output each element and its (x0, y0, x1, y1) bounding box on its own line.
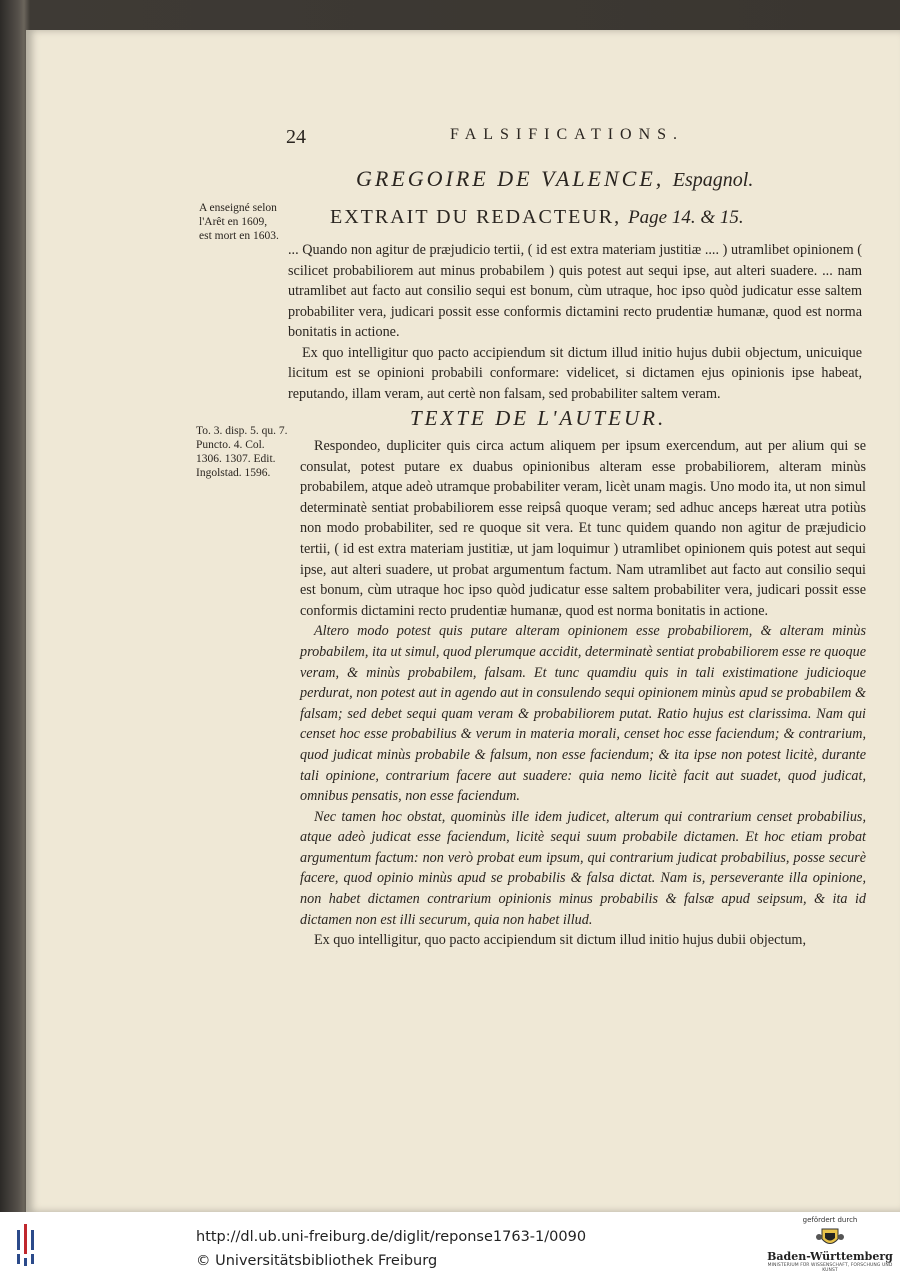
page-header (286, 122, 866, 156)
extract-text (288, 240, 862, 404)
extract-page-ref: Page 14. & 15. (628, 207, 744, 228)
extract-heading (330, 206, 744, 229)
funder-ministry: MINISTERIUM FÜR WISSENSCHAFT, FORSCHUNG UND KUNST (767, 1263, 893, 1273)
page-number: 24 (286, 126, 306, 148)
text-paragraph: Respondeo, dupliciter quis circa actum aliquem per ipsum exercendum, aut per alium qui se consulat, potest putare ex duabus opinionibus alteram esse probabiliorem, alteram minùs probabilem, atque adeò utramque probabiliter veram, licèt unam magis. Uno modo ita, ut non simul determinatè sentiat probabiliorem esse reipsâ quoque veram; sed adhuc anceps hæreat utra potiùs non modo probabiliter, sed re quoque sit vera. Et tunc quidem quando non agitur de præjudicio tertii, ( id est extra materiam justitiæ, ut jam loquimur ) utramlibet opinionem quis potest aut sequi ipse, aut alteri suadere, ut probat argumentum factum. Nam utramlibet aut facto aut consilio sequi est bonum, cùm utraque hoc ipso quòd judicatur esse saltem probabiliter vera, judicari possit esse conformis dictamini recto prudentiæ humanæ, quod est norma bonitatis in actione. (300, 438, 866, 619)
text-paragraph: Altero modo potest quis putare alteram opinionem esse probabiliorem, & alteram minùs probabilem, ita ut simul, quod plerumque accidit, determinatè sentiat probabiliorem esse re quoque veram, & minùs probabilem, falsam. Et tunc quamdiu quis in tali existimatione judicioque perdurat, non potest aut in agendo aut in consulendo sequi opinionem minùs apud se probabilem & falsam; sed debet sequi quam veram & probabiliorem putat. Ratio hujus est clarissima. Nam qui censet hoc esse probabilius & verum in materia morali, censet hoc esse faciendum; & contrarium, quod judicat minùs probabile & falsum, non esse faciendum; & ita ipse non potest licitè, durante tali opinione, contrarium facere aut suadere: quia nemo licitè facit aut suadet, quod judicat, omnibus pensatis, non esse faciendum. (300, 623, 866, 805)
funder-caption: gefördert durch (802, 1216, 858, 1224)
author-text (300, 436, 866, 951)
author-heading (356, 166, 753, 192)
text-paragraph: Nec tamen hoc obstat, quominùs ille idem judicet, alterum qui contrarium censet probabilius, atque adeò judicat esse faciendum, licitè sequi suum probabile dictamen. Et hoc etiam probat argumentum factum: non verò probat eum ipsum, qui contrarium judicat probabilius, posse securè facere, quod opinio minùs apud se probabilis & falsa dictat. Nam is, perseverante illa opinione, non habet dictamen contrarium opinionis minus probabilis & falsæ apud seipsum, & ita id dictamen non est illi securum, quia non habet illud. (300, 808, 866, 928)
funder-name: Baden-Württemberg (767, 1250, 893, 1263)
text-paragraph: Ex quo intelligitur, quo pacto accipiendum sit dictum illud initio hujus dubii objectum, (314, 932, 806, 949)
margin-note-citation: To. 3. disp. 5. qu. 7. Puncto. 4. Col. 1306. 1307. Edit. Ingolstad. 1596. (196, 425, 288, 479)
document-url-link[interactable]: http://dl.ub.uni-freiburg.de/diglit/reponse1763-1/0090 (196, 1229, 587, 1245)
extract-paragraph: Ex quo intelligitur quo pacto accipiendum sit dictum illud initio hujus dubii objectum, unicuique licitum est se opinioni probabili conformare: videlicet, si dictamen ejus opinionis ipse habeat, reputando, illam veram, aut certè non falsam, sed probabiliter saltem veram. (288, 344, 862, 402)
author-nationality: Espagnol. (672, 169, 754, 191)
running-title: FALSIFICATIONS. (450, 126, 685, 143)
extract-paragraph: ... Quando non agitur de præjudicio tertii, ( id est extra materiam justitiæ .... ) utramlibet opinionem ( scilicet probabiliorem aut minus probabilem ) quis potest aut sequi ipse, aut alteri suadere. ... nam utramlibet aut facto aut consilio sequi est bonum, cùm utraque, hoc ipso quòd judicatur esse saltem probabiliter vera, judicari possit esse conformis dictamini recto prudentiæ humanæ, quod est norma bonitatis in actione. (288, 242, 862, 340)
extract-heading-label: EXTRAIT DU REDACTEUR, (330, 206, 622, 228)
author-name: GREGOIRE DE VALENCE, (356, 166, 665, 191)
university-library-logo (14, 1222, 46, 1268)
viewer-footer (0, 1212, 900, 1277)
coat-of-arms-icon (814, 1227, 846, 1249)
copyright-text: © Universitätsbibliothek Freiburg (196, 1253, 438, 1269)
text-heading: TEXTE DE L'AUTEUR. (410, 406, 667, 430)
margin-note-dates: A enseigné selon l'Arêt en 1609, est mort en 1603. (199, 202, 279, 242)
funder-block (764, 1216, 896, 1274)
